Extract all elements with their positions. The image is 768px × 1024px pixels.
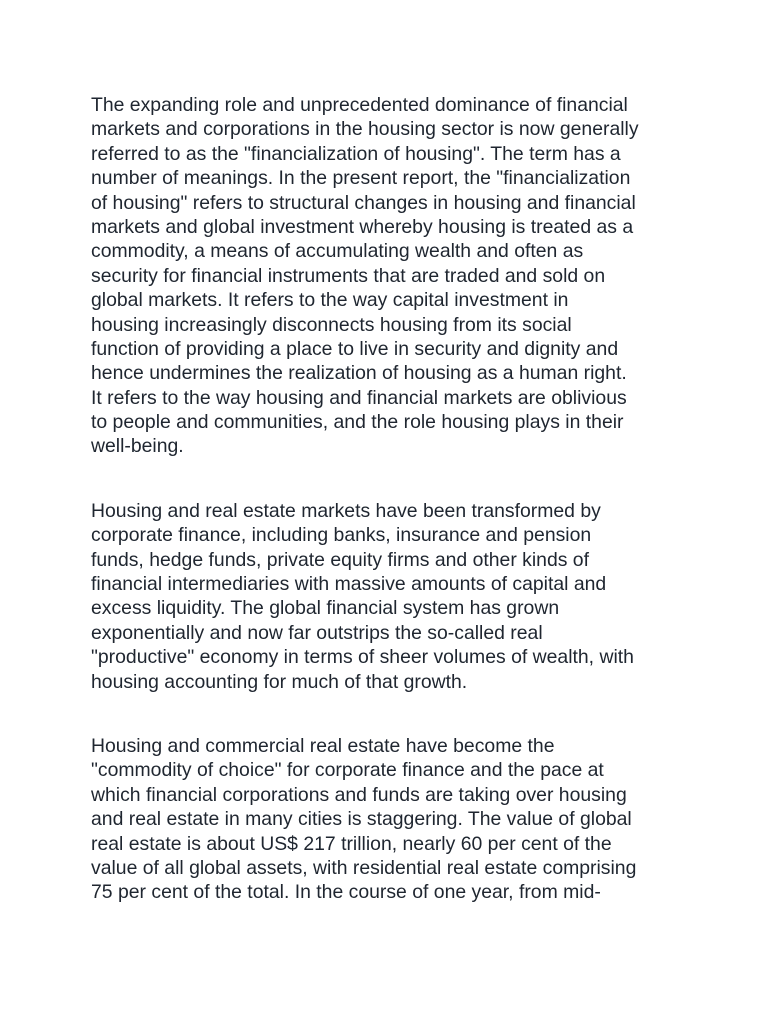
text-line: markets and corporations in the housing sector is now generally (91, 118, 639, 141)
text-line: The expanding role and unprecedented dominance of financial (91, 94, 628, 116)
text-line: and real estate in many cities is staggering. The value of global (91, 808, 632, 831)
text-line: Housing and real estate markets have been transformed by (91, 499, 601, 522)
text-line: 75 per cent of the total. In the course of one year, from mid- (91, 881, 601, 904)
text-line: corporate finance, including banks, insurance and pension (91, 524, 592, 547)
text-line: security for financial instruments that are traded and sold on (91, 264, 606, 287)
text-line: of housing" refers to structural changes in housing and financial (91, 191, 636, 214)
text-line: which financial corporations and funds are taking over housing (91, 783, 627, 806)
paragraph-3 (91, 734, 691, 905)
text-line: number of meanings. In the present report, the "financialization (91, 167, 631, 190)
text-line: financial intermediaries with massive amounts of capital and (91, 573, 607, 596)
text-line: well-being. (91, 435, 184, 458)
text-line: "productive" economy in terms of sheer volumes of wealth, with (91, 646, 634, 669)
text-line: hence undermines the realization of housing as a human right. (91, 362, 627, 385)
text-line: excess liquidity. The global financial system has grown (91, 597, 560, 620)
text-line: markets and global investment whereby housing is treated as a (91, 215, 634, 238)
text-line: global markets. It refers to the way capital investment in (91, 289, 569, 312)
text-line: value of all global assets, with residential real estate comprising (91, 856, 637, 879)
text-line: It refers to the way housing and financial markets are oblivious (91, 386, 627, 409)
text-line: to people and communities, and the role housing plays in their (91, 411, 624, 434)
text-line: housing increasingly disconnects housing from its social (91, 313, 572, 336)
paragraph-1 (91, 93, 691, 459)
text-line: exponentially and now far outstrips the so-called real (91, 621, 543, 644)
text-line: housing accounting for much of that growth. (91, 670, 468, 693)
paragraph-2 (91, 499, 691, 694)
text-line: referred to as the "financialization of housing". The term has a (91, 142, 621, 165)
text-line: commodity, a means of accumulating wealth and often as (91, 240, 584, 263)
document-body (91, 93, 691, 905)
text-line: real estate is about US$ 217 trillion, nearly 60 per cent of the (91, 832, 612, 855)
text-line: function of providing a place to live in security and dignity and (91, 337, 619, 360)
text-line: Housing and commercial real estate have become the (91, 734, 555, 757)
text-line: funds, hedge funds, private equity firms and other kinds of (91, 548, 589, 571)
text-line: "commodity of choice" for corporate finance and the pace at (91, 759, 604, 782)
